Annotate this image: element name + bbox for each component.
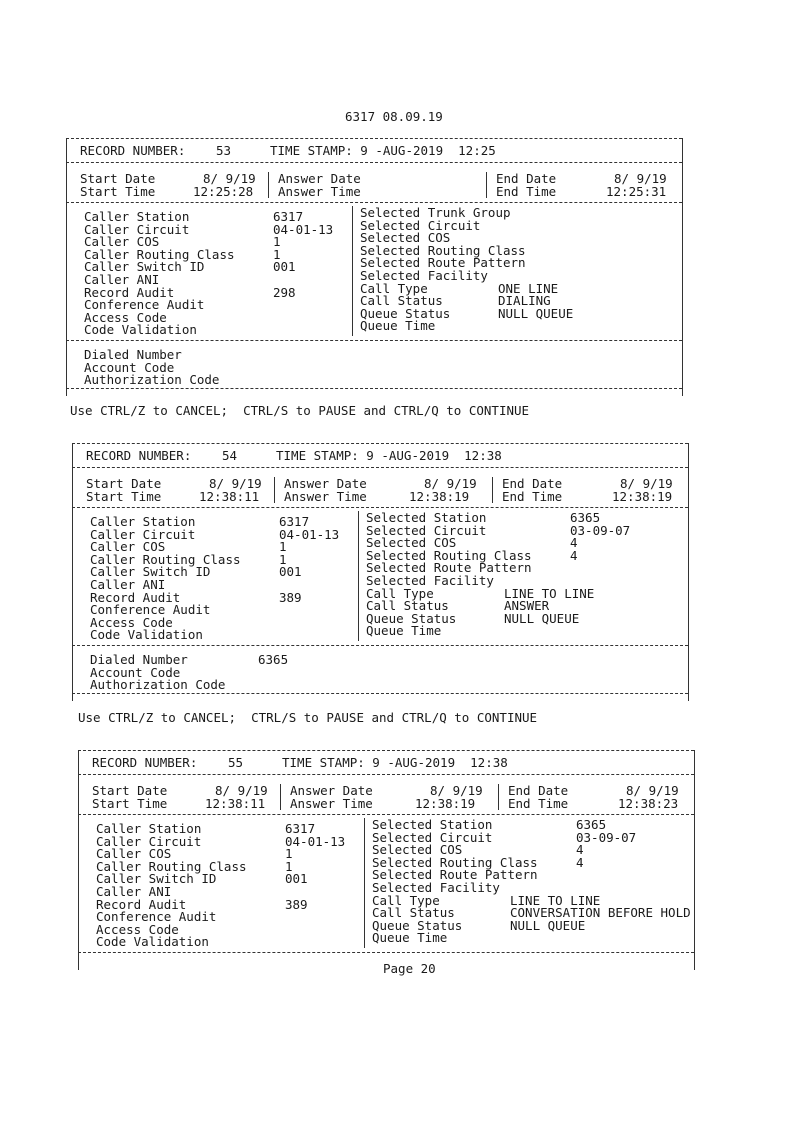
- columns-rule: [66, 340, 682, 341]
- record-bottom-rule: [72, 693, 688, 694]
- caller-field-label: Caller Station: [96, 821, 202, 836]
- selected-field-value: LINE TO LINE: [510, 892, 601, 908]
- record-number: 55: [228, 755, 244, 770]
- end-time: 12:38:19: [612, 489, 673, 504]
- dialed-field-value: 6365: [258, 652, 289, 667]
- record-left-border: [66, 138, 67, 396]
- selected-field-label: Selected Facility: [372, 880, 500, 895]
- caller-field-value: 04-01-13: [279, 526, 340, 542]
- selected-field-label: Queue Status: [366, 610, 457, 626]
- end-date-label: End Date: [502, 476, 563, 491]
- selected-field-label: Selected Route Pattern: [372, 867, 538, 883]
- record-right-border: [688, 443, 689, 701]
- selected-field-value: 4: [576, 854, 584, 870]
- caller-field-value: 1: [279, 539, 287, 555]
- continue-instructions: Use CTRL/Z to CANCEL; CTRL/S to PAUSE and CTRL/Q to CONTINUE: [78, 710, 538, 725]
- end-date: 8/ 9/19: [614, 171, 667, 186]
- selected-field-label: Selected COS: [366, 535, 457, 551]
- end-date-label: End Date: [508, 783, 569, 798]
- date-divider: [268, 172, 269, 198]
- answer-time: 12:38:19: [415, 796, 476, 811]
- dates-rule: [72, 507, 688, 508]
- dates-rule: [78, 814, 694, 815]
- caller-field-label: Caller Routing Class: [90, 551, 241, 567]
- answer-date: 8/ 9/19: [430, 783, 483, 798]
- record-number: 54: [222, 448, 238, 463]
- continue-instructions: Use CTRL/Z to CANCEL; CTRL/S to PAUSE and CTRL/Q to CONTINUE: [70, 403, 530, 418]
- record-number-label: RECORD NUMBER:: [92, 755, 198, 770]
- selected-field-value: CONVERSATION BEFORE HOLD: [510, 905, 691, 921]
- caller-field-label: Caller ANI: [84, 272, 160, 287]
- start-date: 8/ 9/19: [209, 476, 262, 491]
- caller-field-label: Caller ANI: [90, 577, 166, 592]
- caller-field-value: 389: [279, 589, 302, 605]
- end-time-label: End Time: [496, 184, 557, 199]
- answer-time-label: Answer Time: [290, 796, 373, 811]
- caller-field-label: Caller COS: [96, 846, 172, 862]
- caller-field-value: 001: [273, 259, 296, 275]
- caller-field-value: 298: [273, 284, 296, 300]
- end-date-label: End Date: [496, 171, 557, 186]
- start-date: 8/ 9/19: [215, 783, 268, 798]
- end-date: 8/ 9/19: [626, 783, 679, 798]
- columns-rule: [78, 952, 694, 953]
- caller-field-label: Access Code: [90, 614, 173, 630]
- start-date-label: Start Date: [86, 476, 162, 491]
- record-number-label: RECORD NUMBER:: [86, 448, 192, 463]
- caller-field-label: Caller ANI: [96, 884, 172, 899]
- page-title: 6317 08.09.19: [345, 109, 443, 124]
- record-left-border: [78, 750, 79, 970]
- answer-date-label: Answer Date: [284, 476, 367, 491]
- caller-field-value: 1: [273, 234, 281, 250]
- caller-field-label: Caller Switch ID: [96, 871, 217, 887]
- caller-field-label: Code Validation: [90, 627, 203, 643]
- record-number-label: RECORD NUMBER:: [80, 143, 186, 158]
- selected-field-value: 4: [570, 547, 578, 563]
- selected-field-label: Call Type: [366, 585, 434, 601]
- start-time-label: Start Time: [86, 489, 162, 504]
- caller-field-label: Caller COS: [84, 234, 160, 250]
- caller-field-value: 04-01-13: [285, 833, 346, 849]
- caller-field-label: Conference Audit: [90, 602, 211, 618]
- caller-field-label: Record Audit: [96, 896, 187, 912]
- caller-field-label: Code Validation: [96, 934, 209, 950]
- columns-divider: [364, 818, 365, 948]
- dialed-field-label: Account Code: [90, 664, 181, 680]
- selected-field-label: Selected Routing Class: [366, 547, 532, 563]
- end-time: 12:25:31: [606, 184, 667, 199]
- record-header-rule: [78, 774, 694, 775]
- selected-field-label: Queue Status: [372, 917, 463, 933]
- caller-field-value: 001: [279, 564, 302, 580]
- selected-field-label: Call Status: [366, 598, 449, 614]
- start-time-label: Start Time: [80, 184, 156, 199]
- caller-field-value: 6317: [279, 514, 310, 529]
- selected-field-label: Selected Facility: [360, 268, 488, 283]
- selected-field-value: NULL QUEUE: [504, 610, 580, 626]
- caller-field-label: Caller Circuit: [90, 526, 196, 542]
- selected-field-value: ONE LINE: [498, 280, 559, 296]
- caller-field-value: 1: [279, 551, 287, 567]
- selected-field-label: Call Status: [372, 905, 455, 921]
- caller-field-label: Record Audit: [90, 589, 181, 605]
- caller-field-label: Record Audit: [84, 284, 175, 300]
- selected-field-label: Selected Station: [372, 817, 493, 832]
- selected-field-label: Selected COS: [360, 230, 451, 246]
- start-time: 12:38:11: [199, 489, 260, 504]
- caller-field-label: Conference Audit: [96, 909, 217, 925]
- caller-field-label: Access Code: [84, 309, 167, 325]
- selected-field-label: Call Type: [372, 892, 440, 908]
- selected-field-label: Selected Facility: [366, 573, 494, 588]
- selected-field-value: NULL QUEUE: [510, 917, 586, 933]
- selected-field-label: Call Status: [360, 293, 443, 309]
- selected-field-label: Selected Circuit: [360, 217, 481, 233]
- selected-field-value: NULL QUEUE: [498, 305, 574, 321]
- columns-divider: [358, 511, 359, 641]
- record-right-border: [694, 750, 695, 970]
- start-time: 12:25:28: [193, 184, 254, 199]
- record-timestamp: TIME STAMP: 9 -AUG-2019 12:38: [276, 448, 502, 463]
- page-number: Page 20: [383, 961, 436, 976]
- selected-field-label: Queue Time: [372, 930, 448, 946]
- selected-field-value: 6365: [570, 510, 601, 525]
- record-top-rule: [66, 138, 682, 139]
- date-divider: [274, 477, 275, 503]
- caller-field-value: 6317: [273, 209, 304, 224]
- record-timestamp: TIME STAMP: 9 -AUG-2019 12:38: [282, 755, 508, 770]
- record-top-rule: [78, 750, 694, 751]
- selected-field-label: Queue Time: [366, 623, 442, 639]
- answer-date-label: Answer Date: [290, 783, 373, 798]
- answer-time-label: Answer Time: [278, 184, 361, 199]
- record-number: 53: [216, 143, 232, 158]
- start-date: 8/ 9/19: [203, 171, 256, 186]
- selected-field-label: Call Type: [360, 280, 428, 296]
- end-time-label: End Time: [502, 489, 563, 504]
- selected-field-label: Selected COS: [372, 842, 463, 858]
- selected-field-value: LINE TO LINE: [504, 585, 595, 601]
- caller-field-label: Access Code: [96, 921, 179, 937]
- dialed-field-label: Account Code: [84, 359, 175, 375]
- start-time-label: Start Time: [92, 796, 168, 811]
- answer-date-label: Answer Date: [278, 171, 361, 186]
- caller-field-label: Caller Switch ID: [90, 564, 211, 580]
- answer-time-label: Answer Time: [284, 489, 367, 504]
- dialed-field-label: Dialed Number: [84, 347, 182, 362]
- caller-field-value: 1: [285, 846, 293, 862]
- selected-field-value: DIALING: [498, 293, 551, 309]
- caller-field-value: 001: [285, 871, 308, 887]
- answer-date: 8/ 9/19: [424, 476, 477, 491]
- end-time-label: End Time: [508, 796, 569, 811]
- record-left-border: [72, 443, 73, 701]
- record-timestamp: TIME STAMP: 9 -AUG-2019 12:25: [270, 143, 496, 158]
- caller-field-value: 6317: [285, 821, 316, 836]
- caller-field-label: Caller Routing Class: [96, 858, 247, 874]
- selected-field-value: 4: [576, 842, 584, 858]
- selected-field-label: Selected Route Pattern: [366, 560, 532, 576]
- date-divider: [498, 784, 499, 810]
- caller-field-label: Caller Station: [84, 209, 190, 224]
- end-date: 8/ 9/19: [620, 476, 673, 491]
- record-top-rule: [72, 443, 688, 444]
- selected-field-value: 03-09-07: [576, 829, 637, 845]
- dialed-field-label: Authorization Code: [84, 372, 220, 387]
- start-date-label: Start Date: [80, 171, 156, 186]
- selected-field-value: 4: [570, 535, 578, 551]
- caller-field-label: Code Validation: [84, 322, 197, 338]
- selected-field-label: Selected Routing Class: [360, 242, 526, 258]
- record-header-rule: [72, 467, 688, 468]
- caller-field-label: Caller Routing Class: [84, 246, 235, 262]
- caller-field-label: Caller COS: [90, 539, 166, 555]
- answer-time: 12:38:19: [409, 489, 470, 504]
- caller-field-value: 1: [285, 858, 293, 874]
- caller-field-label: Caller Switch ID: [84, 259, 205, 275]
- columns-divider: [352, 206, 353, 336]
- caller-field-value: 1: [273, 246, 281, 262]
- columns-rule: [72, 645, 688, 646]
- selected-field-label: Queue Time: [360, 318, 436, 334]
- date-divider: [486, 172, 487, 198]
- date-divider: [280, 784, 281, 810]
- dialed-field-label: Authorization Code: [90, 677, 226, 692]
- record-bottom-rule: [66, 388, 682, 389]
- start-date-label: Start Date: [92, 783, 168, 798]
- caller-field-label: Caller Station: [90, 514, 196, 529]
- caller-field-label: Caller Circuit: [96, 833, 202, 849]
- selected-field-label: Queue Status: [360, 305, 451, 321]
- end-time: 12:38:23: [618, 796, 679, 811]
- selected-field-label: Selected Trunk Group: [360, 205, 511, 220]
- caller-field-value: 389: [285, 896, 308, 912]
- selected-field-label: Selected Route Pattern: [360, 255, 526, 271]
- caller-field-label: Conference Audit: [84, 297, 205, 313]
- selected-field-label: Selected Station: [366, 510, 487, 525]
- dialed-field-label: Dialed Number: [90, 652, 188, 667]
- start-time: 12:38:11: [205, 796, 266, 811]
- selected-field-value: 03-09-07: [570, 522, 631, 538]
- selected-field-label: Selected Circuit: [372, 829, 493, 845]
- selected-field-value: 6365: [576, 817, 607, 832]
- date-divider: [492, 477, 493, 503]
- caller-field-label: Caller Circuit: [84, 221, 190, 237]
- caller-field-value: 04-01-13: [273, 221, 334, 237]
- dates-rule: [66, 202, 682, 203]
- record-right-border: [682, 138, 683, 396]
- selected-field-label: Selected Routing Class: [372, 854, 538, 870]
- selected-field-label: Selected Circuit: [366, 522, 487, 538]
- selected-field-value: ANSWER: [504, 598, 550, 614]
- record-header-rule: [66, 162, 682, 163]
